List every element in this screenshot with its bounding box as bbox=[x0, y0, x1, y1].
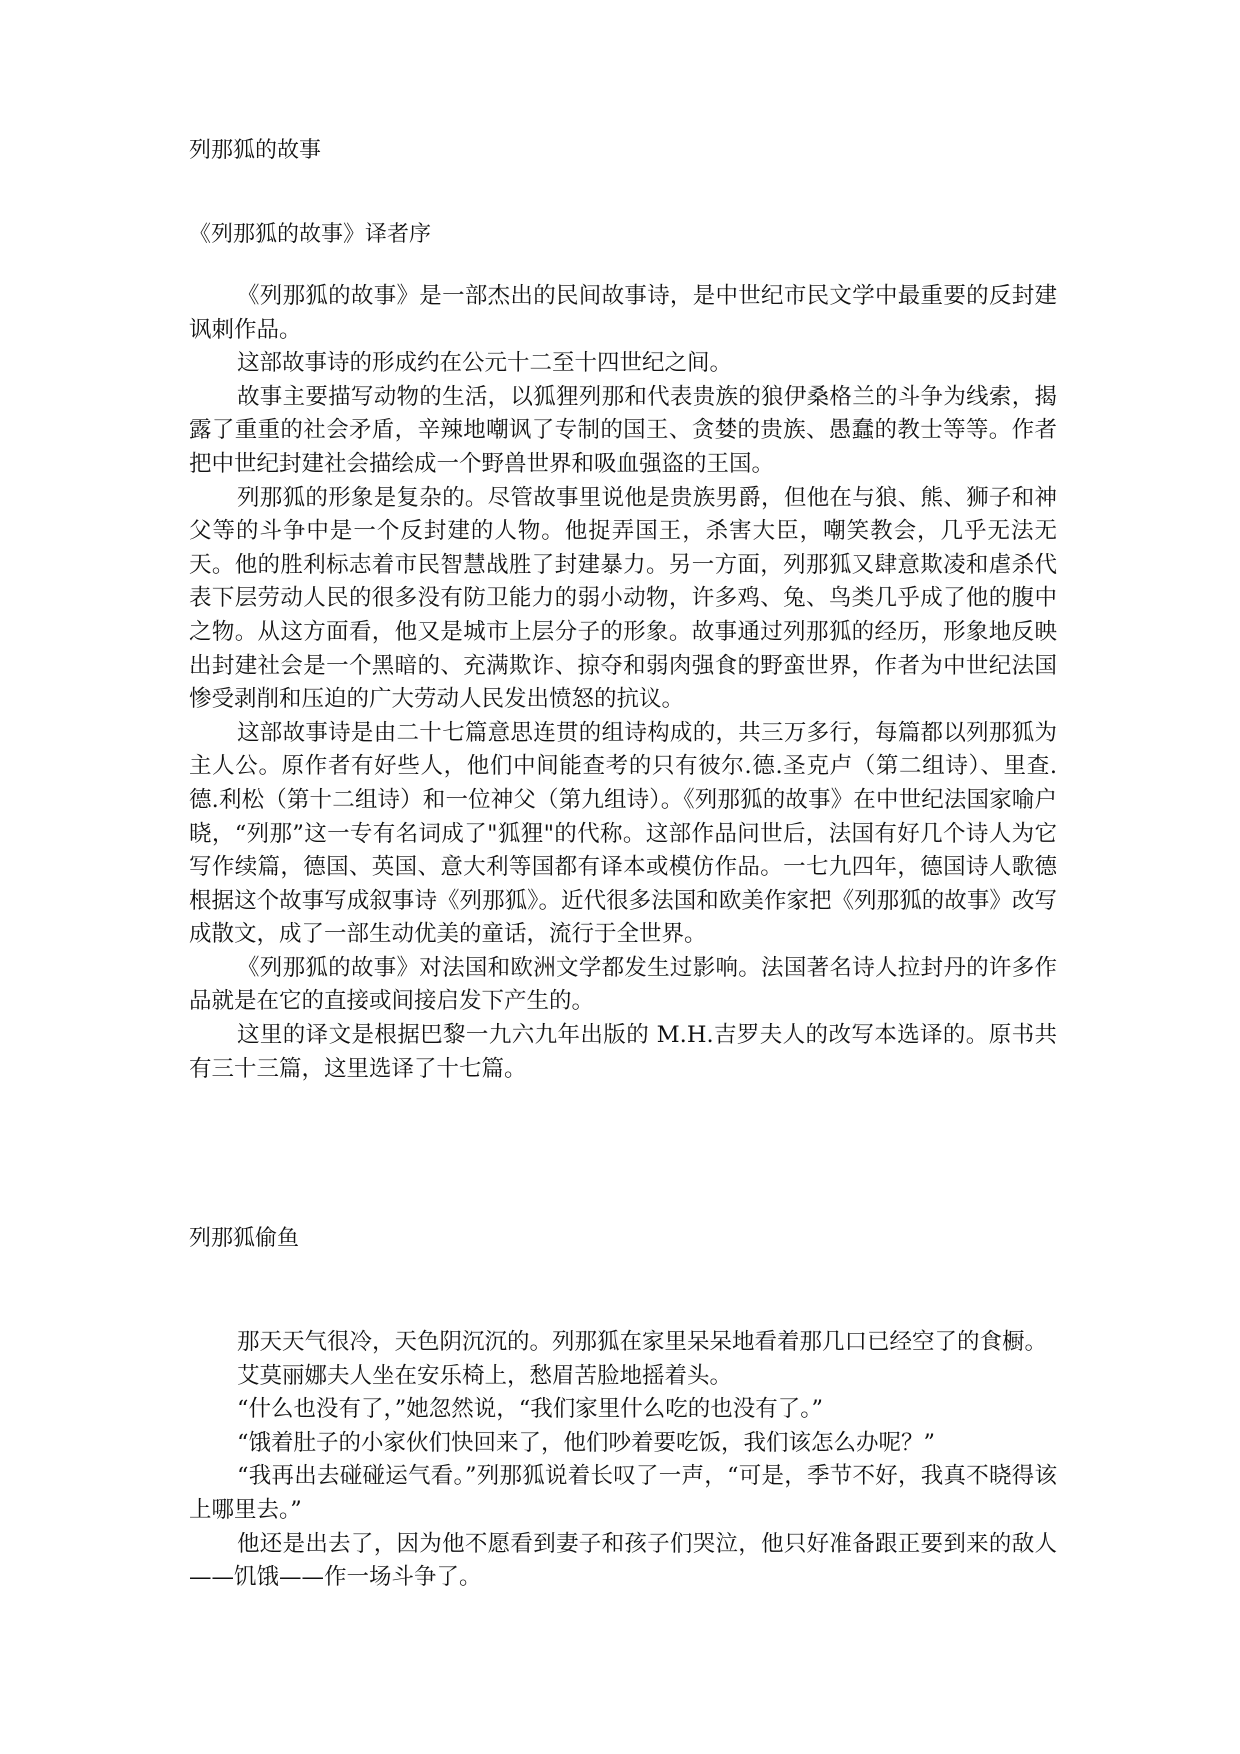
chapter-paragraph: 那天天气很冷，天色阴沉沉的。列那狐在家里呆呆地看着那几口已经空了的食橱。 bbox=[237, 1329, 1048, 1355]
chapter-body bbox=[189, 1326, 1057, 1595]
preface-paragraph: 故事主要描写动物的生活，以狐狸列那和代表贵族的狼伊桑格兰的斗争为线索，揭露了重重的社会矛盾，辛辣地嘲讽了专制的国王、贪婪的贵族、愚蠢的教士等等。作者把中世纪封建社会描绘成一个野兽世界和吸血强盗的王国。 bbox=[189, 383, 1057, 477]
preface-paragraph: 《列那狐的故事》对法国和欧洲文学都发生过影响。法国著名诗人拉封丹的许多作品就是在它的直接或间接启发下产生的。 bbox=[189, 954, 1057, 1015]
preface-paragraph: 这部故事诗是由二十七篇意思连贯的组诗构成的，共三万多行，每篇都以列那狐为主人公。原作者有好些人，他们中间能查考的只有彼尔.德.圣克卢（第二组诗）、里查.德.利松（第十二组诗）和一位神父（第九组诗）。《列那狐的故事》在中世纪法国家喻户晓，“列那”这一专有名词成了"狐狸"的代称。这部作品问世后，法国有好几个诗人为它写作续篇，德国、英国、意大利等国都有译本或模仿作品。一七九四年，德国诗人歌德根据这个故事写成叙事诗《列那狐》。近代很多法国和欧美作家把《列那狐的故事》改写成散文，成了一部生动优美的童话，流行于全世界。 bbox=[189, 719, 1057, 948]
preface-paragraph: 列那狐的形象是复杂的。尽管故事里说他是贵族男爵，但他在与狼、熊、狮子和神父等的斗争中是一个反封建的人物。他捉弄国王，杀害大臣，嘲笑教会，几乎无法无天。他的胜利标志着市民智慧战胜了封建暴力。另一方面，列那狐又肆意欺凌和虐杀代表下层劳动人民的很多没有防卫能力的弱小动物，许多鸡、兔、鸟类几乎成了他的腹中之物。从这方面看，他又是城市上层分子的形象。故事通过列那狐的经历，形象地反映出封建社会是一个黑暗的、充满欺诈、掠夺和弱肉强食的野蛮世界，作者为中世纪法国惨受剥削和压迫的广大劳动人民发出愤怒的抗议。 bbox=[189, 484, 1057, 713]
preface-paragraph: 《列那狐的故事》是一部杰出的民间故事诗，是中世纪市民文学中最重要的反封建讽刺作品。 bbox=[189, 283, 1057, 343]
chapter-title: 列那狐偷鱼 bbox=[189, 1226, 300, 1251]
preface-body bbox=[189, 280, 1057, 1086]
chapter-paragraph: “饿着肚子的小家伙们快回来了，他们吵着要吃饭，我们该怎么办呢？” bbox=[237, 1429, 936, 1456]
chapter-paragraph: “什么也没有了，”她忽然说，“我们家里什么吃的也没有了。” bbox=[237, 1396, 824, 1423]
preface-paragraph: 这里的译文是根据巴黎一九六九年出版的 M.H.吉罗夫人的改写本选译的。原书共有三十三篇，这里选译了十七篇。 bbox=[189, 1022, 1057, 1082]
preface-title: 《列那狐的故事》译者序 bbox=[189, 222, 432, 247]
document-title: 列那狐的故事 bbox=[189, 138, 322, 163]
chapter-paragraph: 他还是出去了，因为他不愿看到妻子和孩子们哭泣，他只好准备跟正要到来的敌人——饥饿——作一场斗争了。 bbox=[189, 1530, 1057, 1591]
preface-paragraph: 这部故事诗的形成约在公元十二至十四世纪之间。 bbox=[237, 350, 733, 377]
chapter-paragraph: 艾莫丽娜夫人坐在安乐椅上，愁眉苦脸地摇着头。 bbox=[237, 1362, 733, 1389]
chapter-paragraph: “我再出去碰碰运气看。”列那狐说着长叹了一声，“可是，季节不好，我真不晓得该上哪里去。” bbox=[189, 1463, 1057, 1523]
